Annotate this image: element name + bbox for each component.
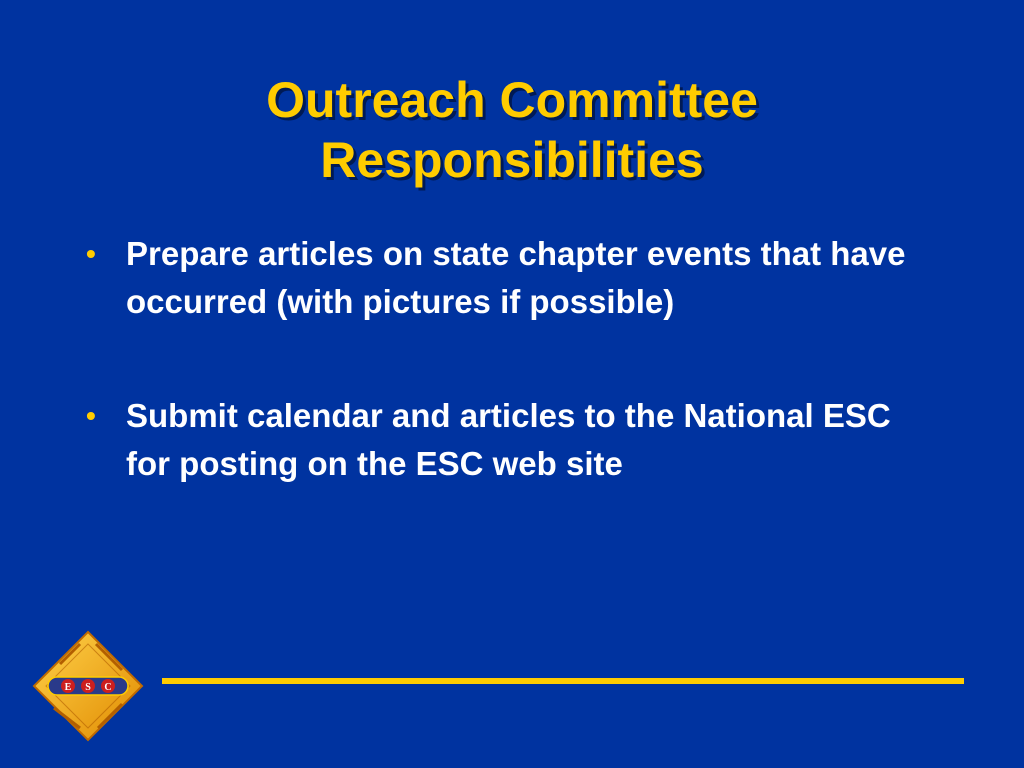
title-line-1: Outreach Committee	[266, 72, 758, 128]
title-line-2: Responsibilities	[320, 132, 704, 188]
bullet-text: Prepare articles on state chapter events that have occurred (with pictures if possible)	[126, 235, 906, 320]
bullet-text: Submit calendar and articles to the National ESC for posting on the ESC web site	[126, 397, 891, 482]
esc-logo-icon	[32, 630, 144, 742]
bullet-dot-icon: •	[86, 400, 96, 431]
slide-title	[0, 70, 1024, 190]
logo-letter: E	[64, 682, 72, 693]
logo-letter: S	[85, 682, 91, 693]
bullet-list	[86, 230, 916, 554]
logo-letter: C	[104, 682, 112, 693]
bullet-item	[86, 392, 916, 488]
bullet-dot-icon: •	[86, 238, 96, 269]
bullet-item	[86, 230, 916, 326]
divider-line	[162, 678, 964, 684]
